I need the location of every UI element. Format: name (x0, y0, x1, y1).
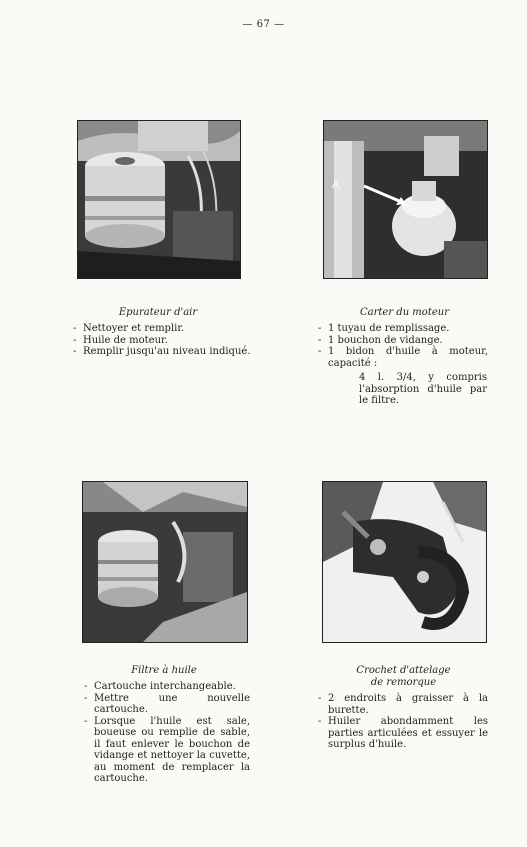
crankcase-illustration (324, 121, 487, 278)
list-item: - Cartouche interchangeable. (84, 681, 250, 693)
crankcase-photo-label: A (332, 179, 340, 191)
air-filter-illustration (78, 121, 240, 278)
hitch-caption-line-1: Crochet d'attelage (356, 665, 451, 676)
crankcase-photo (323, 120, 488, 279)
hitch-photo (322, 481, 487, 643)
list-item: - 1 bidon d'huile à moteur, capacité : (318, 346, 488, 369)
oil-filter-photo (82, 481, 248, 643)
page-number: — 67 — (242, 19, 285, 30)
crankcase-list (318, 323, 488, 369)
hitch-caption-line-2: de remorque (370, 677, 437, 688)
list-item: - Huiler abondamment les parties articulées et essuyer le surplus d'huile. (318, 716, 488, 751)
list-item: - 1 bouchon de vidange. (318, 335, 488, 347)
list-item: - Huile de moteur. (73, 335, 255, 347)
air-filter-photo (77, 120, 241, 279)
list-item: - Mettre une nouvelle cartouche. (84, 693, 250, 716)
oil-filter-illustration (83, 482, 247, 642)
oil-filter-list (84, 681, 250, 785)
list-item: - Nettoyer et remplir. (73, 323, 255, 335)
crankcase-capacity-note: 4 l. 3/4, y compris l'absorption d'huile par le filtre. (359, 372, 487, 406)
hitch-illustration (323, 482, 486, 642)
crankcase-caption: Carter du moteur (360, 307, 449, 318)
list-item: - Lorsque l'huile est sale, boueuse ou remplie de sable, il faut enlever le bouchon de vidange et nettoyer la cuvette, au moment de remplacer la cartouche. (84, 716, 250, 785)
list-item: - 1 tuyau de remplissage. (318, 323, 488, 335)
list-item: - 2 endroits à graisser à la burette. (318, 693, 488, 716)
oil-filter-caption: Filtre à huile (131, 665, 197, 676)
air-filter-list (73, 323, 255, 358)
air-filter-caption: Epurateur d'air (118, 307, 198, 318)
hitch-list (318, 693, 488, 751)
list-item: - Remplir jusqu'au niveau indiqué. (73, 346, 255, 358)
